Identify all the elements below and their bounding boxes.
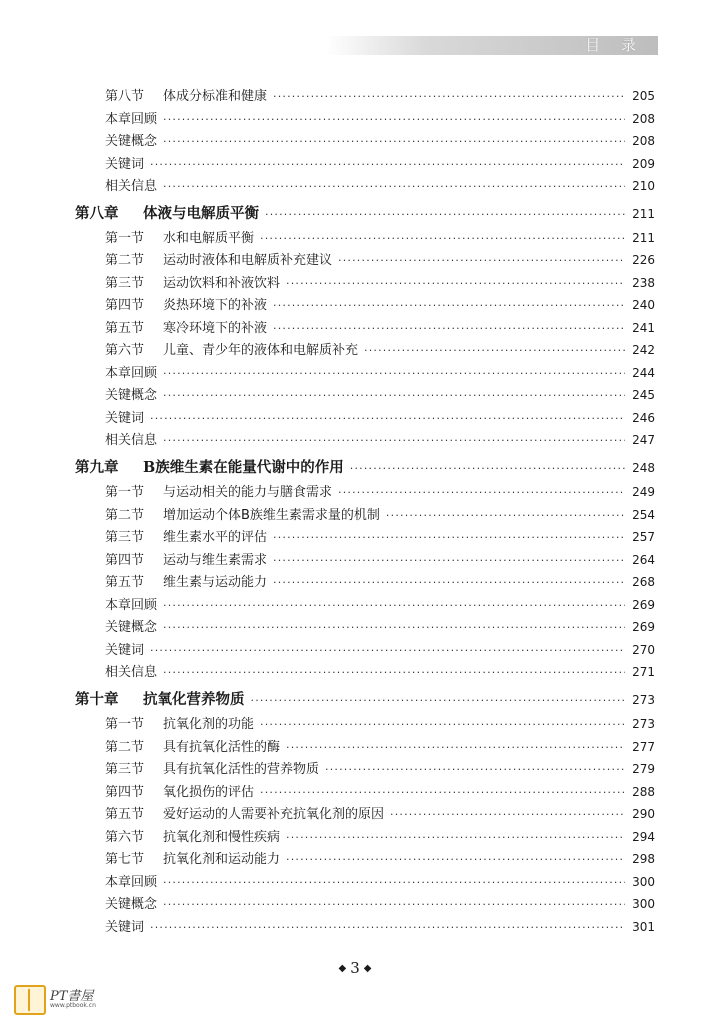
toc-section-row[interactable]	[105, 249, 655, 269]
toc-section-row[interactable]	[105, 781, 655, 801]
toc-entry-label	[105, 249, 332, 268]
dot-leader	[163, 135, 625, 148]
toc-entry-label	[105, 526, 267, 545]
toc-entry-label	[105, 893, 157, 912]
toc-entry-page: 242	[632, 343, 655, 357]
toc-section-row[interactable]	[105, 317, 655, 337]
dot-leader	[163, 389, 625, 402]
dot-leader	[286, 831, 625, 844]
toc-section-row[interactable]	[105, 384, 655, 404]
toc-entry-page: 301	[632, 920, 655, 934]
toc-entry-number: 第二节	[105, 508, 145, 523]
toc-section-row[interactable]	[105, 713, 655, 733]
toc-entry-title: 关键概念	[105, 388, 158, 403]
toc-entry-page: 273	[632, 693, 655, 707]
dot-leader	[163, 621, 625, 634]
toc-section-row[interactable]	[105, 339, 655, 359]
toc-entry-label	[105, 871, 157, 890]
toc-entry-title: 具有抗氧化活性的酶	[163, 740, 281, 755]
toc-entry-label	[105, 571, 267, 590]
dot-leader	[265, 208, 625, 221]
toc-entry-title: 爱好运动的人需要补充抗氧化剂的原因	[163, 807, 385, 822]
toc-section-row[interactable]	[105, 85, 655, 105]
toc-entry-page: 238	[632, 276, 655, 290]
watermark-logo	[14, 985, 134, 1015]
toc-entry-number: 第二节	[105, 253, 145, 268]
toc-entry-page: 270	[632, 643, 655, 657]
toc-entry-title: 相关信息	[105, 179, 158, 194]
toc-entry-number: 第四节	[105, 785, 145, 800]
toc-entry-title: 体液与电解质平衡	[143, 205, 259, 222]
toc-entry-title: 抗氧化营养物质	[143, 691, 245, 708]
toc-entry-page: 271	[632, 665, 655, 679]
toc-entry-page: 277	[632, 740, 655, 754]
toc-entry-number: 第三节	[105, 530, 145, 545]
toc-entry-title: 抗氧化剂的功能	[163, 717, 255, 732]
toc-entry-number: 第四节	[105, 553, 145, 568]
toc-entry-title: 本章回顾	[105, 875, 158, 890]
toc-entry-label	[105, 294, 267, 313]
toc-chapter-row[interactable]	[75, 202, 655, 222]
toc-entry-title: 抗氧化剂和慢性疾病	[163, 830, 281, 845]
toc-entry-label	[105, 108, 157, 127]
toc-entry-number: 第十章	[75, 691, 119, 708]
dot-leader	[286, 741, 625, 754]
dot-leader	[338, 254, 625, 267]
toc-entry-label	[75, 456, 344, 477]
toc-entry-number: 第五节	[105, 321, 145, 336]
dot-leader	[163, 666, 625, 679]
toc-section-row[interactable]	[105, 848, 655, 868]
diamond-right-icon: ◆	[363, 963, 372, 974]
page-number-footer	[0, 959, 710, 977]
toc-entry-title: 寒冷环境下的补液	[163, 321, 268, 336]
dot-leader	[364, 344, 625, 357]
toc-entry-number: 第六节	[105, 830, 145, 845]
toc-section-row[interactable]	[105, 549, 655, 569]
toc-entry-title: 关键词	[105, 411, 145, 426]
toc-section-row[interactable]	[105, 736, 655, 756]
toc-entry-title: 具有抗氧化活性的营养物质	[163, 762, 320, 777]
toc-entry-label	[105, 175, 157, 194]
toc-entry-title: 与运动相关的能力与膳食需求	[163, 485, 333, 500]
toc-section-row[interactable]	[105, 130, 655, 150]
toc-entry-number: 第六节	[105, 343, 145, 358]
toc-entry-title: 运动饮料和补液饮料	[163, 276, 281, 291]
toc-entry-page: 294	[632, 830, 655, 844]
dot-leader	[163, 434, 625, 447]
toc-entry-page: 257	[632, 530, 655, 544]
toc-section-row[interactable]	[105, 661, 655, 681]
toc-entry-page: 300	[632, 897, 655, 911]
toc-entry-number: 第一节	[105, 485, 145, 500]
toc-section-row[interactable]	[105, 481, 655, 501]
toc-section-row[interactable]	[105, 916, 655, 936]
toc-entry-label	[105, 85, 267, 104]
dot-leader	[163, 898, 625, 911]
toc-entry-label	[105, 407, 144, 426]
dot-leader	[273, 90, 625, 103]
toc-entry-label	[105, 481, 332, 500]
toc-entry-title: 关键词	[105, 643, 145, 658]
dot-leader	[163, 180, 625, 193]
dot-leader	[390, 808, 625, 821]
toc-section-row[interactable]	[105, 227, 655, 247]
toc-entry-title: 关键概念	[105, 134, 158, 149]
toc-section-row[interactable]	[105, 616, 655, 636]
dot-leader	[273, 531, 625, 544]
toc-entry-page: 254	[632, 508, 655, 522]
toc-entry-number: 第七节	[105, 852, 145, 867]
toc-entry-number: 第一节	[105, 231, 145, 246]
dot-leader	[286, 853, 625, 866]
dot-leader	[273, 554, 625, 567]
toc-entry-number: 第九章	[75, 459, 119, 476]
dot-leader	[338, 486, 625, 499]
toc-entry-page: 245	[632, 388, 655, 402]
toc-entry-number: 第五节	[105, 807, 145, 822]
dot-leader	[260, 786, 625, 799]
toc-entry-page: 268	[632, 575, 655, 589]
toc-section-row[interactable]	[105, 571, 655, 591]
toc-section-row[interactable]	[105, 272, 655, 292]
toc-entry-page: 208	[632, 112, 655, 126]
dot-leader	[150, 158, 625, 171]
toc-entry-label	[105, 362, 157, 381]
toc-section-row[interactable]	[105, 526, 655, 546]
toc-entry-label	[105, 317, 267, 336]
toc-section-row[interactable]	[105, 175, 655, 195]
toc-entry-number: 第四节	[105, 298, 145, 313]
toc-entry-label	[105, 713, 254, 732]
toc-entry-page: 300	[632, 875, 655, 889]
toc-entry-label	[105, 781, 254, 800]
toc-section-row[interactable]	[105, 803, 655, 823]
toc-entry-title: 体成分标准和健康	[163, 89, 268, 104]
toc-entry-page: 279	[632, 762, 655, 776]
toc-entry-page: 288	[632, 785, 655, 799]
toc-entry-title: 氧化损伤的评估	[163, 785, 255, 800]
toc-entry-label	[105, 549, 267, 568]
toc-entry-page: 209	[632, 157, 655, 171]
toc-entry-page: 208	[632, 134, 655, 148]
toc-section-row[interactable]	[105, 294, 655, 314]
toc-section-row[interactable]	[105, 639, 655, 659]
dot-leader	[150, 644, 625, 657]
toc-section-row[interactable]	[105, 504, 655, 524]
toc-entry-label	[105, 130, 157, 149]
toc-entry-title: 相关信息	[105, 665, 158, 680]
dot-leader	[386, 509, 625, 522]
toc-section-row[interactable]	[105, 871, 655, 891]
toc-entry-label	[105, 661, 157, 680]
toc-entry-page: 211	[632, 231, 655, 245]
toc-entry-title: 维生素水平的评估	[163, 530, 268, 545]
toc-section-row[interactable]	[105, 407, 655, 427]
toc-entry-page: 247	[632, 433, 655, 447]
header-title: 目 录	[585, 36, 644, 54]
toc-entry-title: 维生素与运动能力	[163, 575, 268, 590]
header-bar	[326, 36, 658, 55]
toc-entry-label	[105, 594, 157, 613]
toc-entry-page: 298	[632, 852, 655, 866]
toc-section-row[interactable]	[105, 826, 655, 846]
toc-entry-number: 第八章	[75, 205, 119, 222]
toc-entry-number: 第八节	[105, 89, 145, 104]
toc-entry-number: 第五节	[105, 575, 145, 590]
toc-entry-title: 关键概念	[105, 620, 158, 635]
dot-leader	[325, 763, 625, 776]
toc-section-row[interactable]	[105, 893, 655, 913]
dot-leader	[163, 113, 625, 126]
toc-entry-page: 210	[632, 179, 655, 193]
toc-entry-title: B族维生素在能量代谢中的作用	[143, 459, 344, 476]
toc-entry-title: 本章回顾	[105, 366, 158, 381]
toc-entry-title: 儿童、青少年的液体和电解质补充	[163, 343, 359, 358]
toc-entry-number: 第一节	[105, 717, 145, 732]
toc-entry-page: 211	[632, 207, 655, 221]
toc-entry-title: 炎热环境下的补液	[163, 298, 268, 313]
toc-entry-label	[105, 736, 280, 755]
toc-entry-label	[105, 616, 157, 635]
dot-leader	[260, 718, 625, 731]
toc-entry-page: 290	[632, 807, 655, 821]
toc-entry-label	[105, 272, 280, 291]
dot-leader	[273, 322, 625, 335]
toc-entry-label	[105, 227, 254, 246]
toc-entry-title: 运动与维生素需求	[163, 553, 268, 568]
toc-section-row[interactable]	[105, 429, 655, 449]
toc-section-row[interactable]	[105, 108, 655, 128]
toc-entry-page: 244	[632, 366, 655, 380]
toc-entry-page: 248	[632, 461, 655, 475]
toc-entry-title: 关键词	[105, 920, 145, 935]
toc-entry-label	[105, 384, 157, 403]
dot-leader	[150, 921, 625, 934]
toc-entry-label	[105, 504, 380, 523]
toc-entry-title: 水和电解质平衡	[163, 231, 255, 246]
dot-leader	[273, 299, 625, 312]
toc-entry-page: 246	[632, 411, 655, 425]
toc-entry-page: 205	[632, 89, 655, 103]
toc-entry-label	[105, 803, 384, 822]
dot-leader	[150, 412, 625, 425]
watermark-url: www.ptbook.cn	[50, 1002, 96, 1009]
dot-leader	[260, 232, 625, 245]
dot-leader	[251, 694, 626, 707]
toc-entry-page: 241	[632, 321, 655, 335]
toc-entry-label	[105, 758, 319, 777]
toc-entry-number: 第三节	[105, 276, 145, 291]
toc-entry-label	[105, 339, 358, 358]
toc-entry-label	[105, 429, 157, 448]
toc-entry-label	[105, 153, 144, 172]
toc-entry-title: 关键概念	[105, 897, 158, 912]
dot-leader	[273, 576, 625, 589]
toc-entry-label	[75, 688, 245, 709]
dot-leader	[163, 876, 625, 889]
toc-entry-title: 运动时液体和电解质补充建议	[163, 253, 333, 268]
page-number: 3	[350, 959, 360, 977]
dot-leader	[163, 367, 625, 380]
toc-entry-title: 关键词	[105, 157, 145, 172]
toc-section-row[interactable]	[105, 758, 655, 778]
dot-leader	[286, 277, 625, 290]
toc-section-row[interactable]	[105, 594, 655, 614]
toc-entry-label	[105, 848, 280, 867]
dot-leader	[163, 599, 625, 612]
toc-section-row[interactable]	[105, 153, 655, 173]
toc-entry-title: 抗氧化剂和运动能力	[163, 852, 281, 867]
toc-chapter-row[interactable]	[75, 456, 655, 476]
diamond-left-icon: ◆	[338, 963, 347, 974]
toc-entry-label	[105, 826, 280, 845]
book-icon	[14, 985, 46, 1015]
toc-entry-number: 第三节	[105, 762, 145, 777]
dot-leader	[350, 462, 625, 475]
toc-entry-number: 第二节	[105, 740, 145, 755]
toc-entry-title: 相关信息	[105, 433, 158, 448]
toc-entry-title: 增加运动个体B族维生素需求量的机制	[163, 508, 380, 523]
toc-entry-page: 273	[632, 717, 655, 731]
toc-entry-label	[75, 202, 259, 223]
toc-entry-label	[105, 916, 144, 935]
watermark-title: PT書屋	[50, 989, 94, 1004]
toc-entry-page: 226	[632, 253, 655, 267]
toc-entry-title: 本章回顾	[105, 598, 158, 613]
toc-entry-label	[105, 639, 144, 658]
toc-section-row[interactable]	[105, 362, 655, 382]
toc-entry-page: 264	[632, 553, 655, 567]
toc-entry-page: 269	[632, 620, 655, 634]
toc-entry-page: 240	[632, 298, 655, 312]
toc-entry-page: 249	[632, 485, 655, 499]
toc-entry-title: 本章回顾	[105, 112, 158, 127]
toc-entry-page: 269	[632, 598, 655, 612]
toc-chapter-row[interactable]	[75, 688, 655, 708]
